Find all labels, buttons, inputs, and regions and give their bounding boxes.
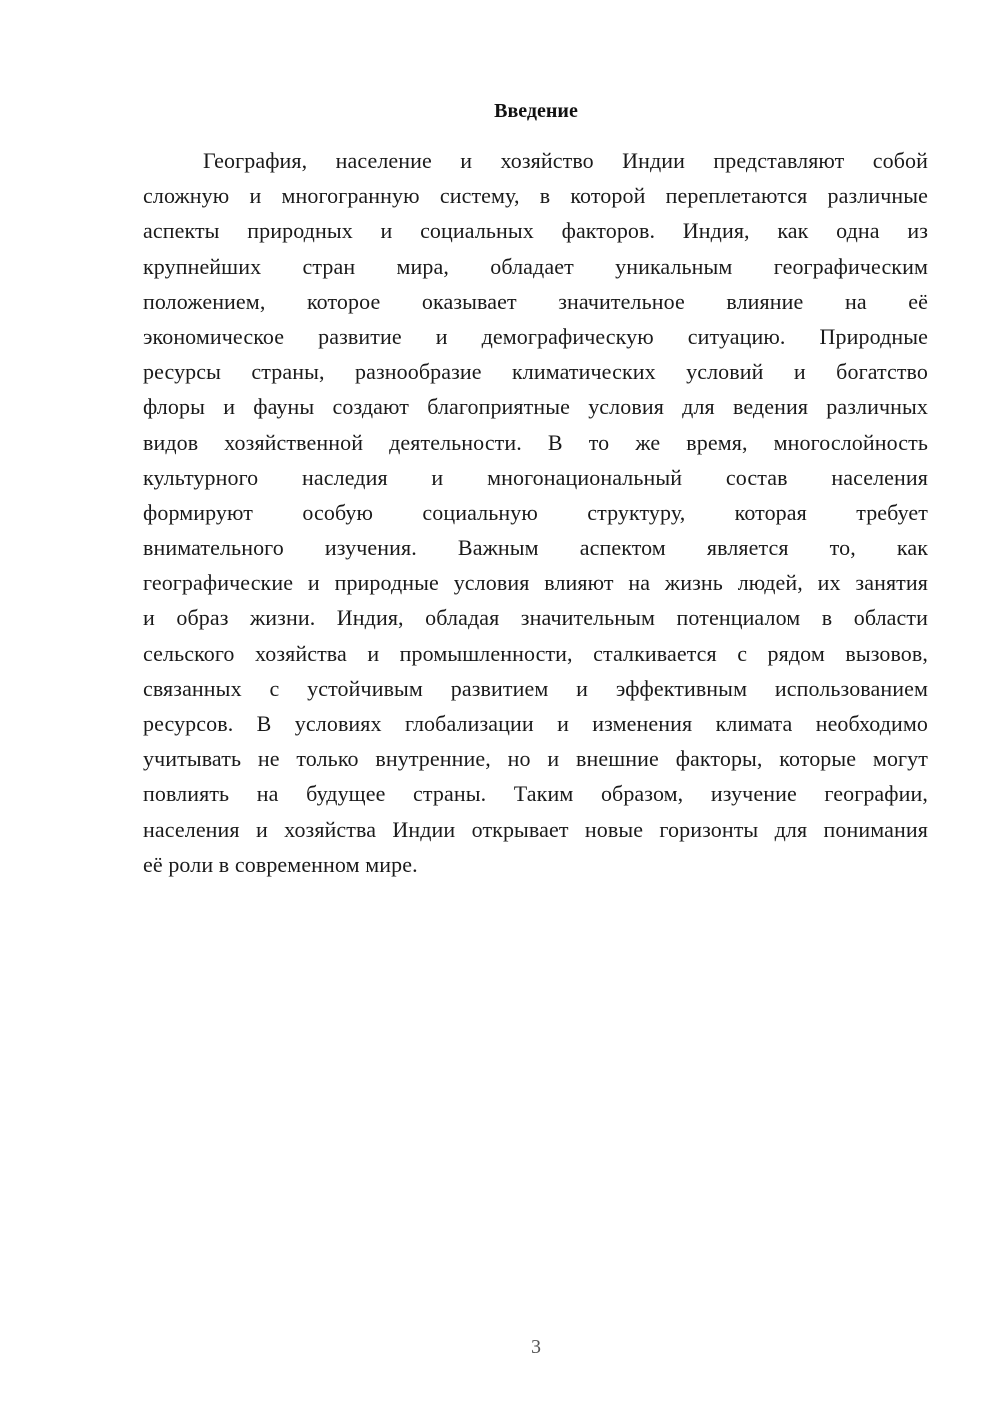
paragraph-line: положением, которое оказывает значительное влияние на её bbox=[143, 288, 928, 314]
paragraph-line: ресурсы страны, разнообразие климатических условий и богатство bbox=[143, 359, 928, 385]
paragraph-line: населения и хозяйства Индии открывает новые горизонты для понимания bbox=[143, 816, 928, 842]
paragraph-line: повлиять на будущее страны. Таким образом, изучение географии, bbox=[143, 781, 928, 807]
paragraph-line: внимательного изучения. Важным аспектом является то, как bbox=[143, 535, 928, 561]
section-heading: Введение bbox=[494, 100, 578, 122]
paragraph-line: видов хозяйственной деятельности. В то же время, многослойность bbox=[143, 429, 928, 455]
paragraph-line: флоры и фауны создают благоприятные условия для ведения различных bbox=[143, 394, 928, 420]
body-paragraph bbox=[143, 143, 928, 882]
paragraph-line: География, население и хозяйство Индии представляют собой bbox=[203, 148, 928, 173]
paragraph-line: ресурсов. В условиях глобализации и изменения климата необходимо bbox=[143, 711, 928, 736]
paragraph-line: географические и природные условия влияют на жизнь людей, их занятия bbox=[143, 570, 928, 596]
paragraph-line: учитывать не только внутренние, но и внешние факторы, которые могут bbox=[143, 746, 928, 772]
paragraph-line: формируют особую социальную структуру, которая требует bbox=[143, 499, 928, 525]
paragraph-line: аспекты природных и социальных факторов. Индия, как одна из bbox=[143, 218, 928, 244]
paragraph-line: экономическое развитие и демографическую ситуацию. Природные bbox=[143, 323, 928, 349]
paragraph-line: и образ жизни. Индия, обладая значительным потенциалом в области bbox=[143, 605, 928, 631]
paragraph-line: сложную и многогранную систему, в которой переплетаются различные bbox=[143, 183, 928, 209]
paragraph-line: крупнейших стран мира, обладает уникальным географическим bbox=[143, 253, 928, 279]
paragraph-line: её роли в современном мире. bbox=[143, 851, 418, 877]
page-number: 3 bbox=[531, 1336, 541, 1358]
paragraph-line: культурного наследия и многонациональный состав населения bbox=[143, 464, 928, 490]
paragraph-line: сельского хозяйства и промышленности, сталкивается с рядом вызовов, bbox=[143, 640, 928, 666]
paragraph-line: связанных с устойчивым развитием и эффективным использованием bbox=[143, 675, 928, 701]
